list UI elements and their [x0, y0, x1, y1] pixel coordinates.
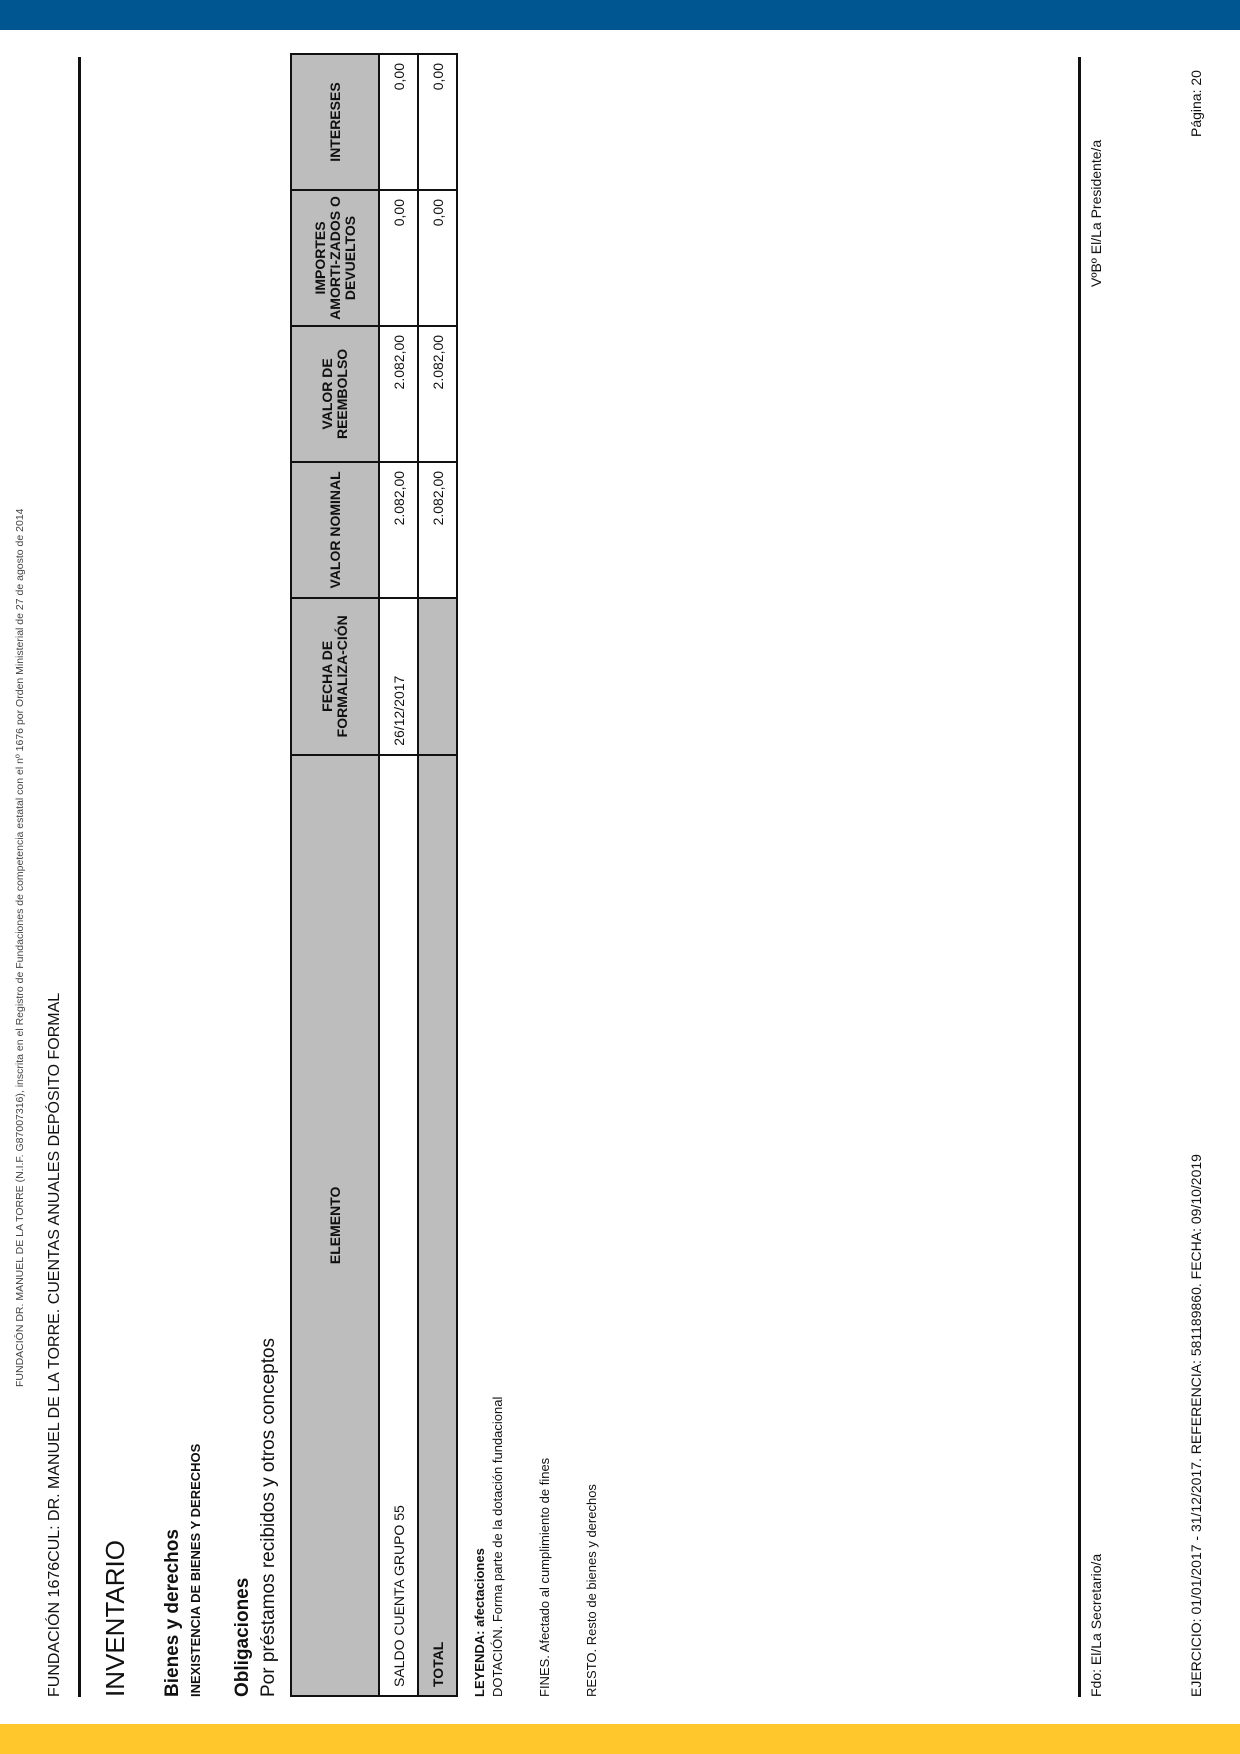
header-divider [78, 57, 81, 1697]
obligations-table [290, 53, 458, 1697]
total-fecha-empty [418, 598, 457, 755]
top-color-bar [0, 0, 1240, 30]
col-header-elemento: ELEMENTO [291, 755, 379, 1696]
footer-ejercicio: EJERCICIO: 01/01/2017 - 31/12/2017. REFERENCIA: 581189860. FECHA: 09/10/2019 [1188, 1154, 1204, 1697]
signature-divider [1078, 57, 1081, 1697]
legend-item-dotacion: DOTACIÓN. Forma parte de la dotación fundacional [490, 1396, 505, 1697]
page-number: Página: 20 [1188, 70, 1204, 137]
total-valor-reembolso: 2.082,00 [418, 326, 457, 462]
cell-fecha: 26/12/2017 [379, 598, 418, 755]
cell-elemento: SALDO CUENTA GRUPO 55 [379, 755, 418, 1696]
cell-intereses: 0,00 [379, 54, 418, 190]
total-intereses: 0,00 [418, 54, 457, 190]
col-header-valor-nominal: VALOR NOMINAL [291, 462, 379, 598]
legend-item-fines: FINES. Afectado al cumplimiento de fines [537, 1457, 552, 1697]
total-valor-nominal: 2.082,00 [418, 462, 457, 598]
col-header-fecha: FECHA DE FORMALIZA-CIÓN [291, 598, 379, 755]
section-obligaciones-heading: Obligaciones [232, 1577, 253, 1697]
rotated-page [0, 37, 1240, 1717]
section-obligaciones-subheading: Por préstamos recibidos y otros conceptos [258, 1337, 279, 1697]
table-row [379, 54, 418, 1696]
table-header-row [291, 54, 379, 1696]
cell-valor-reembolso: 2.082,00 [379, 326, 418, 462]
table-total-row [418, 54, 457, 1696]
total-label: TOTAL [418, 755, 457, 1696]
legend-item-resto: RESTO. Resto de bienes y derechos [584, 1484, 599, 1697]
signature-secretary: Fdo: El/La Secretario/a [1088, 1553, 1104, 1697]
section-bienes-heading: Bienes y derechos [162, 1529, 183, 1697]
page-title: INVENTARIO [100, 1540, 130, 1697]
cell-importes-amortizados: 0,00 [379, 190, 418, 326]
col-header-valor-reembolso: VALOR DE REEMBOLSO [291, 326, 379, 462]
registry-note: FUNDACIÓN DR. MANUEL DE LA TORRE (N.I.F. G87007316), inscrita en el Registro de Fundaciones de competencia estatal con el nº 1676 por Orden Ministerial de 27 de agosto de 2014 [14, 508, 26, 1387]
signature-president: VºBº El/La Presidente/a [1088, 139, 1104, 287]
col-header-intereses: INTERESES [291, 54, 379, 190]
bottom-color-bar [0, 1724, 1240, 1754]
legend-title: LEYENDA: afectaciones [472, 1548, 487, 1697]
col-header-importes-amortizados: IMPORTES AMORTI-ZADOS O DEVUELTOS [291, 190, 379, 326]
section-bienes-subheading: INEXISTENCIA DE BIENES Y DERECHOS [188, 1443, 203, 1697]
total-importes-amortizados: 0,00 [418, 190, 457, 326]
cell-valor-nominal: 2.082,00 [379, 462, 418, 598]
document-header: FUNDACIÓN 1676CUL: DR. MANUEL DE LA TORRE. CUENTAS ANUALES DEPÓSITO FORMAL [46, 992, 63, 1697]
